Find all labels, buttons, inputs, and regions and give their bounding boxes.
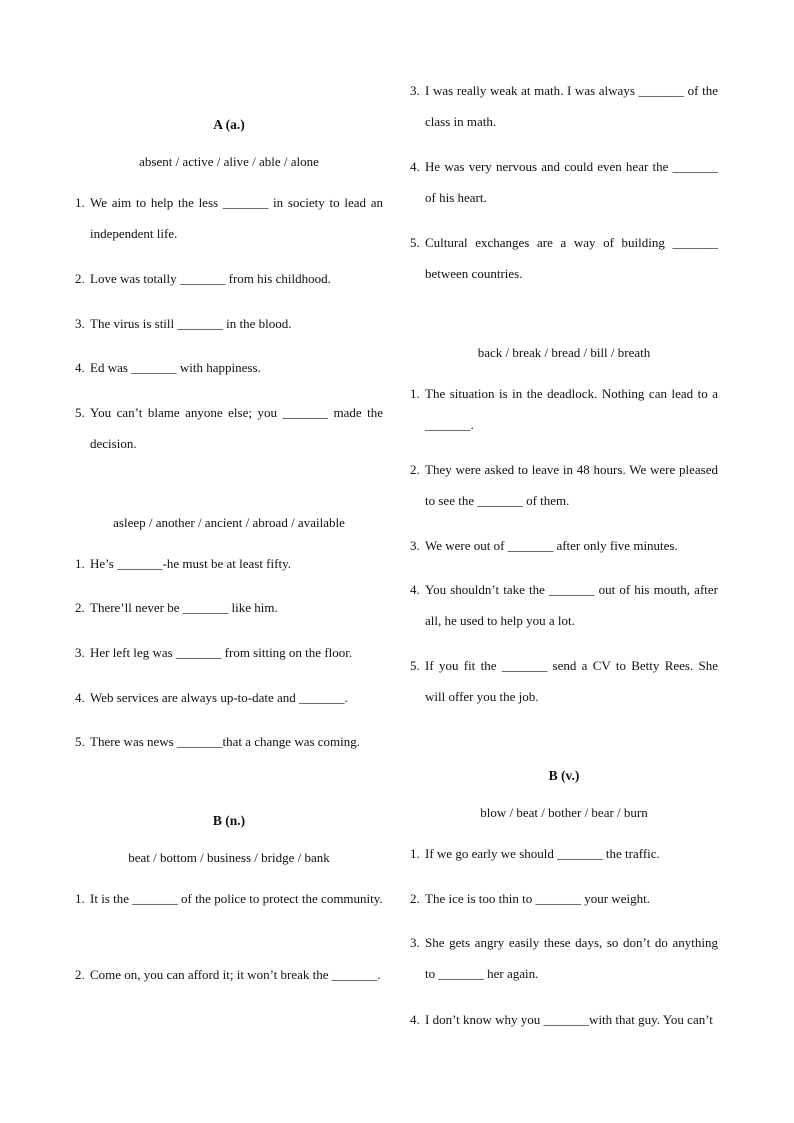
question-number: 5. [410, 235, 420, 250]
question-number: 1. [410, 386, 420, 401]
question-text: Love was totally _______ from his childhood. [90, 271, 331, 286]
question-item [75, 548, 383, 592]
question-number: 3. [410, 538, 420, 553]
question-item [410, 574, 718, 650]
question-number: 1. [75, 195, 85, 210]
question-text: You shouldn’t take the _______ out of his mouth, after all, he used to help you a lot. [425, 582, 718, 628]
question-text: You can’t blame anyone else; you _______ made the decision. [90, 405, 383, 451]
question-text: He was very nervous and could even hear the _______ of his heart. [425, 159, 718, 205]
question-number: 1. [75, 891, 85, 906]
question-list-b-continued [410, 75, 718, 289]
question-text: Her left leg was _______ from sitting on the floor. [90, 645, 353, 660]
question-text: The ice is too thin to _______ your weight. [425, 891, 650, 906]
question-text: Cultural exchanges are a way of building _______ between countries. [425, 235, 718, 281]
question-number: 2. [410, 891, 420, 906]
question-list-a1 [75, 187, 383, 459]
question-text: They were asked to leave in 48 hours. We were pleased to see the _______ of them. [425, 462, 718, 508]
question-text: We were out of _______ after only five minutes. [425, 538, 678, 553]
question-item [410, 883, 718, 927]
question-item [410, 1004, 718, 1035]
question-item [410, 378, 718, 454]
question-item [410, 227, 718, 289]
question-number: 5. [75, 405, 85, 420]
question-number: 1. [75, 556, 85, 571]
question-item [75, 397, 383, 459]
question-text: He’s _______-he must be at least fifty. [90, 556, 291, 571]
question-item [75, 352, 383, 397]
question-item [410, 838, 718, 883]
question-item [75, 682, 383, 726]
question-text: Ed was _______ with happiness. [90, 360, 261, 375]
question-number: 3. [75, 645, 85, 660]
question-number: 4. [410, 159, 420, 174]
question-item [410, 454, 718, 530]
question-number: 4. [75, 690, 85, 705]
question-number: 4. [410, 582, 420, 597]
question-text: The situation is in the deadlock. Nothing can lead to a _______. [425, 386, 718, 432]
question-item [75, 959, 383, 1021]
question-number: 4. [75, 360, 85, 375]
question-text: It is the _______ of the police to protect the community. [90, 891, 383, 906]
question-text: I was really weak at math. I was always _______ of the class in math. [425, 83, 718, 129]
question-text: There’ll never be _______ like him. [90, 600, 278, 615]
question-text: Come on, you can afford it; it won’t break the _______. [90, 967, 381, 982]
question-item [75, 592, 383, 637]
question-item [75, 883, 383, 959]
question-number: 5. [75, 734, 85, 749]
question-item [75, 263, 383, 308]
question-text: The virus is still _______ in the blood. [90, 316, 292, 331]
question-item [410, 75, 718, 151]
question-item [75, 308, 383, 352]
question-text: If we go early we should _______ the traffic. [425, 846, 660, 861]
word-bank-bv: blow / beat / bother / bear / burn [480, 805, 648, 820]
question-number: 3. [410, 935, 420, 950]
section-a-heading: A (a.) [213, 117, 245, 132]
word-bank-a2: asleep / another / ancient / abroad / available [113, 515, 345, 530]
question-item [410, 650, 718, 712]
question-number: 3. [75, 316, 85, 331]
question-number: 2. [75, 271, 85, 286]
question-list-b [75, 883, 383, 1021]
question-number: 1. [410, 846, 420, 861]
section-b-heading: B (n.) [212, 813, 246, 828]
word-bank-b2: back / break / bread / bill / breath [477, 345, 651, 360]
question-number: 5. [410, 658, 420, 673]
question-text: She gets angry easily these days, so don’t do anything to _______ her again. [425, 935, 718, 981]
word-bank-a1: absent / active / alive / able / alone [139, 154, 319, 169]
question-number: 4. [410, 1012, 420, 1027]
question-item [410, 530, 718, 574]
question-text: If you fit the _______ send a CV to Betty Rees. She will offer you the job. [425, 658, 718, 704]
question-number: 2. [75, 967, 85, 982]
question-list-b2 [410, 378, 718, 712]
question-number: 2. [75, 600, 85, 615]
question-text: We aim to help the less _______ in society to lead an independent life. [90, 195, 383, 241]
question-text: I don’t know why you _______with that guy. You can’t [425, 1012, 713, 1027]
question-item [410, 151, 718, 227]
question-item [75, 726, 383, 757]
question-text: There was news _______that a change was coming. [90, 734, 361, 749]
question-item [75, 187, 383, 263]
question-item [410, 927, 718, 1004]
question-number: 3. [410, 83, 420, 98]
question-text: Web services are always up-to-date and _______. [90, 690, 348, 705]
question-list-bv [410, 838, 718, 1035]
question-number: 2. [410, 462, 420, 477]
question-list-a2 [75, 548, 383, 757]
section-bv-heading: B (v.) [548, 768, 580, 783]
word-bank-b: beat / bottom / business / bridge / bank [128, 850, 330, 865]
question-item [75, 637, 383, 682]
